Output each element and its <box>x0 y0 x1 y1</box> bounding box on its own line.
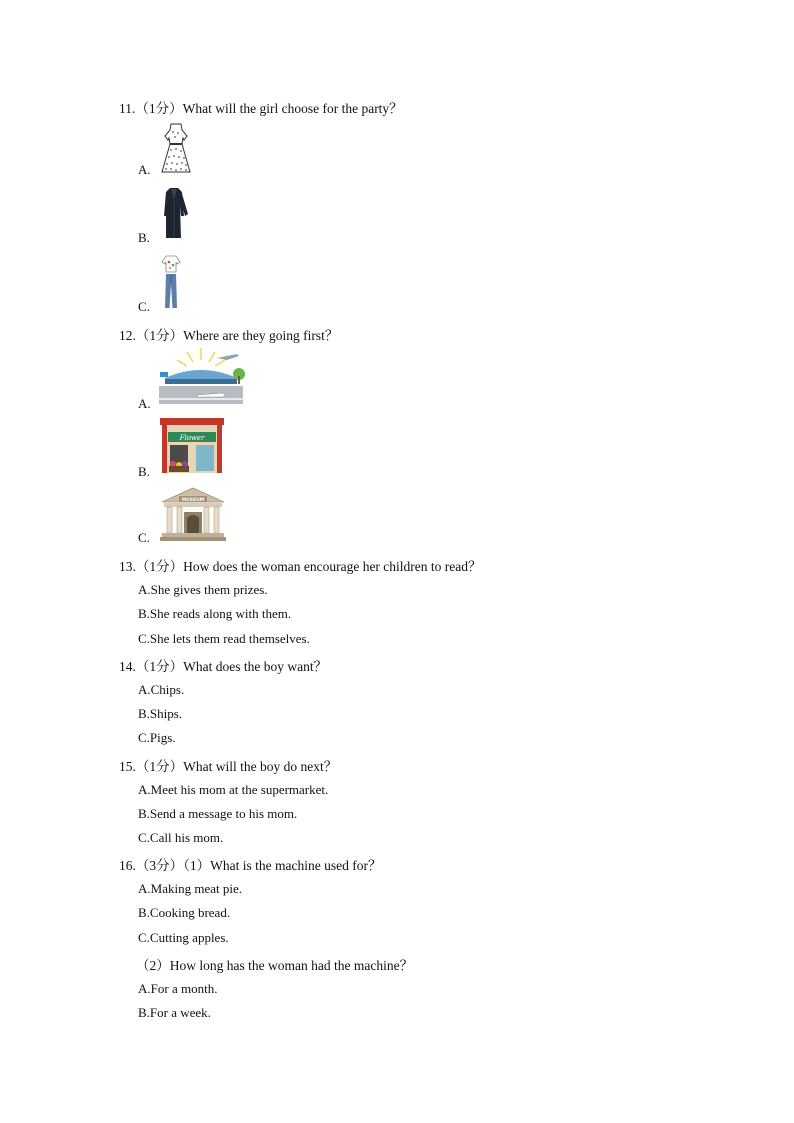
question-16-sub-2: （2）How long has the woman had the machine？ <box>136 958 414 973</box>
question-number: 14 <box>119 659 133 674</box>
museum-sign: MUSEUM <box>181 498 205 503</box>
option-11-b[interactable] <box>138 230 150 246</box>
option-letter: C. <box>138 299 150 314</box>
question-number: 13 <box>119 559 133 574</box>
question-score: （1分） <box>135 328 184 343</box>
option-15-a[interactable]: A.Meet his mom at the supermarket. <box>138 782 329 797</box>
airport-icon[interactable] <box>157 348 245 406</box>
question-text: How does the woman encourage her children to read？ <box>183 559 482 574</box>
option-12-c[interactable] <box>138 530 150 546</box>
option-16-1-b[interactable]: B.Cooking bread. <box>138 905 231 920</box>
question-15: 15.（1分）What will the boy do next？ <box>119 759 338 774</box>
option-letter: B. <box>138 230 150 245</box>
question-score: （1分） <box>135 101 183 116</box>
question-text: What will the boy do next？ <box>183 759 338 774</box>
question-score: （1分） <box>135 759 184 774</box>
question-text: （1）What is the machine used for？ <box>183 858 382 873</box>
option-15-b[interactable]: B.Send a message to his mom. <box>138 806 298 821</box>
question-16: 16.（3分）（1）What is the machine used for？ <box>119 858 382 873</box>
option-13-a[interactable]: A.She gives them prizes. <box>138 582 268 597</box>
question-12: 12.（1分）Where are they going first？ <box>119 328 339 343</box>
option-letter: C. <box>138 530 150 545</box>
question-score: （3分） <box>135 858 184 873</box>
option-11-c[interactable] <box>138 299 150 315</box>
option-11-a[interactable] <box>138 162 151 178</box>
option-16-1-c[interactable]: C.Cutting apples. <box>138 930 229 945</box>
question-text: What will the girl choose for the party？ <box>182 101 403 116</box>
option-16-2-a[interactable]: A.For a month. <box>138 981 218 996</box>
option-16-1-a[interactable]: A.Making meat pie. <box>138 881 242 896</box>
question-score: （1分） <box>135 559 184 574</box>
question-11: 11.（1分）What will the girl choose for the party？ <box>119 101 403 116</box>
question-number: 12 <box>119 328 133 343</box>
question-14: 14.（1分）What does the boy want？ <box>119 659 328 674</box>
option-12-a[interactable] <box>138 396 151 412</box>
shirt-and-jeans-icon[interactable] <box>160 254 182 310</box>
option-12-b[interactable] <box>138 464 150 480</box>
question-number: 15 <box>119 759 133 774</box>
question-number: 11 <box>119 101 132 116</box>
question-number: 16 <box>119 858 133 873</box>
question-score: （1分） <box>135 659 184 674</box>
question-text: What does the boy want？ <box>183 659 328 674</box>
flower-shop-sign: Flower <box>179 434 205 442</box>
museum-icon[interactable] <box>160 486 226 542</box>
question-13: 13.（1分）How does the woman encourage her children to read？ <box>119 559 482 574</box>
option-14-b[interactable]: B.Ships. <box>138 706 183 721</box>
option-13-c[interactable]: C.She lets them read themselves. <box>138 631 310 646</box>
option-13-b[interactable]: B.She reads along with them. <box>138 606 292 621</box>
option-letter: A. <box>138 396 151 411</box>
polka-dot-dress-icon[interactable] <box>160 122 192 174</box>
flower-shop-icon[interactable] <box>160 418 224 474</box>
option-15-c[interactable]: C.Call his mom. <box>138 830 224 845</box>
option-letter: A. <box>138 162 151 177</box>
question-text: Where are they going first？ <box>183 328 339 343</box>
option-14-c[interactable]: C.Pigs. <box>138 730 176 745</box>
option-letter: B. <box>138 464 150 479</box>
option-16-2-b[interactable]: B.For a week. <box>138 1005 211 1020</box>
option-14-a[interactable]: A.Chips. <box>138 682 185 697</box>
dark-suit-icon[interactable] <box>160 186 190 240</box>
